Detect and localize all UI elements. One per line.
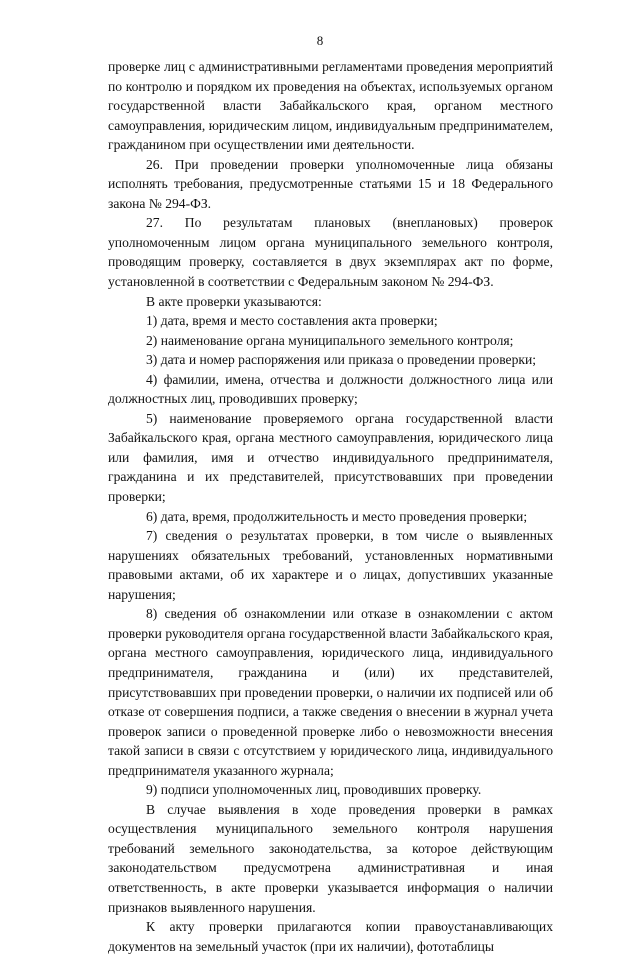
paragraph-violation-detected: В случае выявления в ходе проведения проверки в рамках осуществления муниципального земельного контроля нарушения требований земельного законодательства, за которое действующим законодательством предусмотрена административная и иная ответственность, в акте проверки указывается информация о наличии признаков выявленного нарушения. [108, 801, 553, 915]
list-item-1: 1) дата, время и место составления акта проверки; [146, 313, 438, 329]
list-item-7: 7) сведения о результатах проверки, в том числе о выявленных нарушениях обязательных требований, установленных нормативными правовыми актами, об их характере и о лицах, допустивших указанные нарушения; [108, 528, 553, 602]
list-item-5: 5) наименование проверяемого органа государственной власти Забайкальского края, органа местного самоуправления, юридического лица или фамилия, имя и отчество индивидуального предпринимателя, гражданина и их представителей, присутствовавших при проведении проверки; [108, 410, 553, 505]
list-item-4: 4) фамилии, имена, отчества и должности должностного лица или должностных лиц, проводивших проверку; [108, 371, 553, 407]
list-item-8: 8) сведения об ознакомлении или отказе в ознакомлении с актом проверки руководителя органа государственной власти Забайкальского края, органа местного самоуправления, юридического лица, индивидуального предпринимателя, гражданина и (или) их представителей, присутствовавших при проведении проверки, о наличии их подписей или об отказе от совершения подписи, а также сведения о внесении в журнал учета проверок записи о проведенной проверке либо о невозможности внесения такой записи в связи с отсутствием у юридического лица, индивидуального предпринимателя указанного журнала; [108, 606, 553, 778]
list-item-9: 9) подписи уполномоченных лиц, проводивших проверку. [146, 782, 482, 798]
list-item-3: 3) дата и номер распоряжения или приказа о проведении проверки; [146, 352, 537, 368]
page-number: 8 [316, 33, 324, 48]
list-item-2: 2) наименование органа муниципального земельного контроля; [146, 332, 514, 348]
paragraph-26: 26. При проведении проверки уполномоченные лица обязаны исполнять требования, предусмотренные статьями 15 и 18 Федерального закона № 294-ФЗ. [108, 156, 553, 211]
paragraph-27: 27. По результатам плановых (внеплановых) проверок уполномоченным лицом органа муниципального земельного контроля, проводящим проверку, составляется в двух экземплярах акт по форме, установленной в соответствии с Федеральным законом № 294-ФЗ. [108, 215, 553, 290]
list-item-6: 6) дата, время, продолжительность и место проведения проверки; [146, 508, 528, 524]
document-body [108, 57, 553, 956]
paragraph-act-contents-intro: В акте проверки указываются: [146, 293, 322, 309]
paragraph-attachments: К акту проверки прилагаются копии правоустанавливающих документов на земельный участок (при их наличии), фототаблицы [108, 919, 553, 954]
paragraph-continuation: проверке лиц с административными регламентами проведения мероприятий по контролю и порядком их проведения на объектах, используемых органом государственной власти Забайкальского края, органом местного самоуправления, юридическим лицом, индивидуальным предпринимателем, гражданином при осуществлении ими деятельности. [108, 59, 553, 153]
